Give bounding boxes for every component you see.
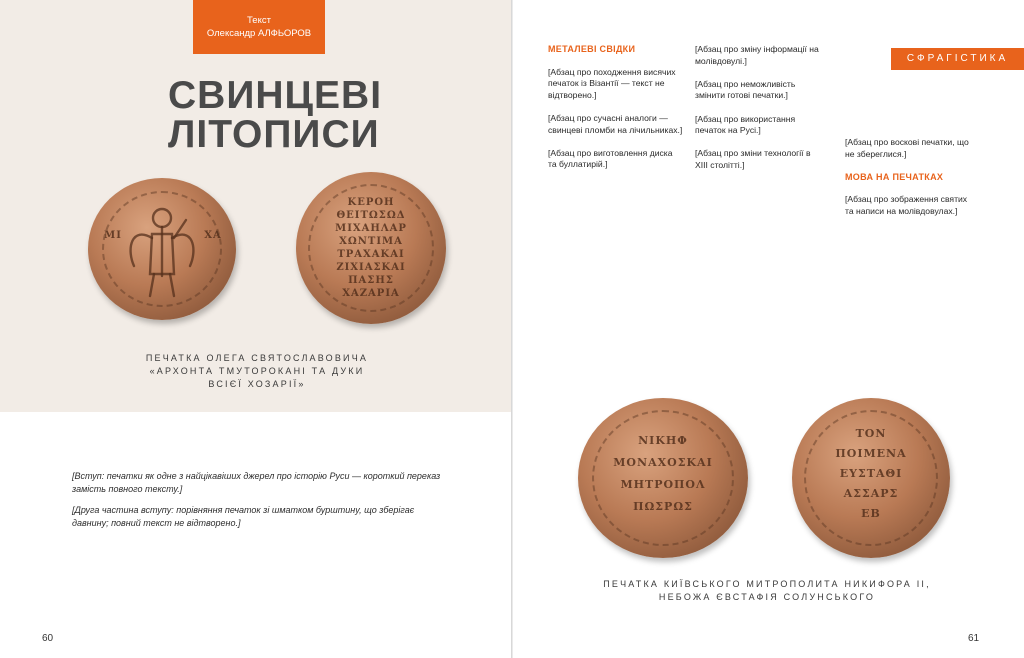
column-paragraph: [Абзац про зображення святих та написи на молівдовулах.] (845, 194, 968, 216)
seal-inscription-line: ΕΥΣΤΑΘΙ (839, 467, 903, 480)
seal-inscription-left: ΜΙ (104, 230, 122, 241)
caption-left-line1: ПЕЧАТКА ОЛЕГА СВЯТОСЛАВОВИЧА (145, 353, 369, 363)
section-heading-language-on-seals: МОВА НА ПЕЧАТКАХ (845, 171, 944, 182)
seal-inscription-line: ΝΙΚΗΦ (638, 434, 688, 447)
seal-inscription-right: ΧΑ (204, 230, 222, 241)
article-column-1 (548, 44, 683, 183)
seal-image-inscription (296, 172, 446, 324)
seal-inscription-lines (596, 430, 730, 518)
section-heading-metal-witnesses: МЕТАЛЕВІ СВІДКИ (548, 44, 636, 54)
column-paragraph: [Абзац про неможливість змінити готові печатки.] (695, 78, 796, 101)
seal-inscription-line: ΜΙΧΑΗΛΑΡ (335, 223, 407, 234)
column-paragraph: [Абзац про зміни технології в XIII столітті.] (695, 148, 811, 170)
caption-right-line2: НЕБОЖА ЄВСТАФІЯ СОЛУНСЬКОГО (658, 592, 876, 602)
seal-inscription-line: ΧΑΖΑΡΙΑ (342, 288, 400, 299)
article-title (168, 74, 383, 156)
caption-right (578, 578, 956, 604)
author-name: Олександр АЛФЬОРОВ (206, 28, 312, 39)
seal-image-metropolitan-front (578, 398, 748, 558)
intro-text (72, 470, 444, 538)
seal-inscription-line: ΤΡΑΧΑΚΑΙ (337, 249, 405, 260)
page-number-right: 61 (968, 633, 980, 644)
intro-paragraph: [Вступ: печатки як одне з найцікавіших джерел про історію Руси — короткий переказ замість повного тексту.] (72, 471, 441, 494)
article-column-2 (695, 44, 823, 183)
caption-right-line1: ПЕЧАТКА КИЇВСЬКОГО МИТРОПОЛИТА НИКИФОРА ІІ, (603, 579, 931, 589)
seal-inscription-line: ΠΟΙΜΕΝΑ (835, 447, 907, 460)
author-box (193, 0, 325, 54)
author-label: Текст (247, 15, 271, 26)
caption-left (140, 352, 374, 391)
seal-inscription-line: ΧΩΝΤΙΜΑ (339, 236, 403, 247)
article-column-3 (845, 137, 973, 229)
seal-image-archangel (88, 178, 236, 320)
seal-inscription-line: ΜΗΤΡΟΠΟΛ (620, 478, 706, 491)
seal-inscription-line: ΠΩΣΡΩΣ (633, 500, 693, 513)
column-paragraph: [Абзац про походження висячих печаток із Візантії — текст не відтворено.] (548, 66, 676, 100)
column-paragraph: [Абзац про зміну інформації на молівдовулі.] (695, 44, 819, 66)
seal-inscription-line: ΕΒ (861, 507, 881, 520)
seal-inscription-line: ΑΣΣΑΡΣ (843, 487, 899, 500)
column-paragraph: [Абзац про сучасні аналоги — свинцеві пломби на лічильниках.] (548, 112, 683, 135)
column-paragraph: [Абзац про виготовлення диска та буллатирій.] (548, 147, 673, 170)
seal-inscription-line: ΤΟΝ (855, 427, 887, 440)
left-page-tinted-area (0, 0, 512, 412)
column-paragraph: [Абзац про воскові печатки, що не збереглися.] (845, 137, 969, 159)
seal-inscription-line: ΜΟΝΑΧΟΣΚΑΙ (613, 456, 713, 469)
page-number-left: 60 (42, 633, 54, 644)
seal-inscription-line: ΠΑΣΗΣ (348, 275, 394, 286)
seal-inscription-line: ΖΙΧΙΑΣΚΑΙ (336, 262, 406, 273)
article-title-line2: ЛІТОПИСИ (168, 113, 380, 156)
seal-inscription-lines (808, 424, 934, 524)
caption-left-line3: ВСІЄЇ ХОЗАРІЇ» (208, 379, 306, 389)
section-tag: СФРАГІСТИКА (891, 48, 1024, 70)
article-title-line1: СВИНЦЕВІ (168, 74, 383, 117)
column-paragraph: [Абзац про використання печаток на Русі.] (695, 113, 796, 136)
seal-inscription-lines (312, 196, 430, 300)
caption-left-line2: «АРХОНТА ТМУТОРОКАНІ ТА ДУКИ (149, 366, 365, 376)
archangel-figure-icon (88, 178, 236, 320)
seal-inscription-line: ΚΕΡΟΗ (347, 197, 395, 208)
seal-image-metropolitan-back (792, 398, 950, 558)
intro-paragraph: [Друга частина вступу: порівняння печаток зі шматком бурштину, що зберігає давнину; повний текст не відтворено.] (72, 505, 415, 528)
seal-inscription-line: ΘΕΙΤΩΣΩΔ (336, 210, 406, 221)
